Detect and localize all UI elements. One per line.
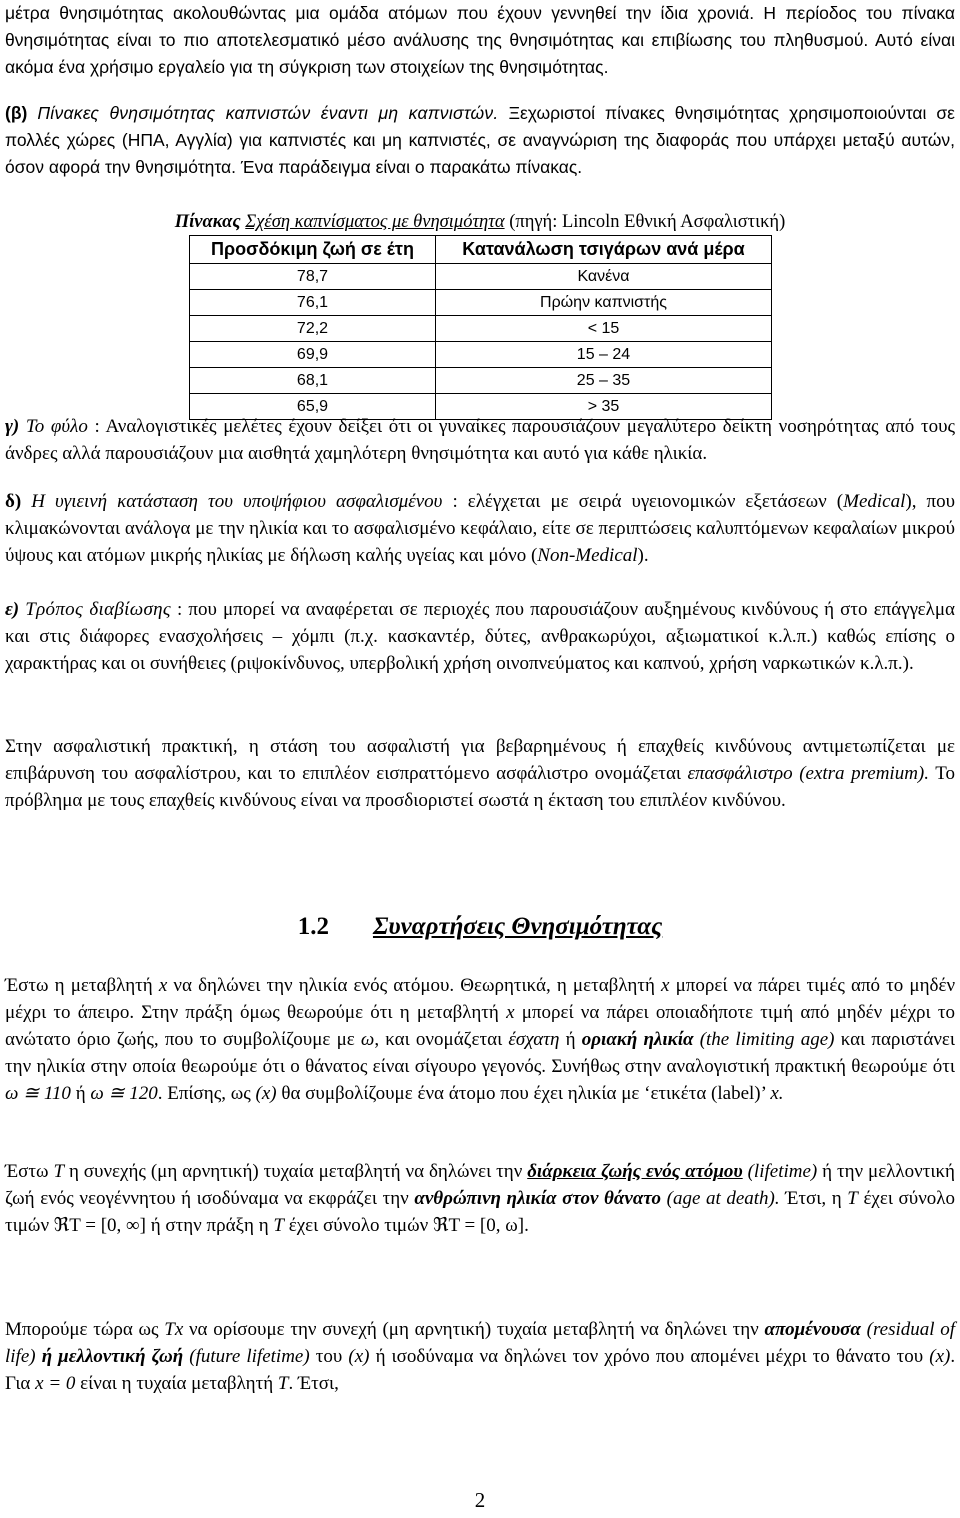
paragraph-lifetime: Έστω T η συνεχής (μη αρνητική) τυχαία μεταβλητή να δηλώνει την διάρκεια ζωής ενός ατόμου (lifetime) ή την μελλοντική ζωή ενός νεογέννητου ή ισοδύναμα να εκφράζει την ανθρώπινη ηλικία στον θάνατο (age at death). Έτσι, η T έχει σύνολο τιμών ℜT = [0, ∞] ή στην πράξη η T έχει σύνολο τιμών ℜT = [0, ω]. <box>5 1161 955 1236</box>
table-row: 65,9 > 35 <box>190 394 772 420</box>
table-header-row <box>190 236 772 264</box>
paragraph-g: γ) Το φύλο : Αναλογιστικές μελέτες έχουν δείξει ότι οι γυναίκες παρουσιάζουν μεγαλύτερο δείκτη νοσηρότητας από τους άνδρες αλλά παρουσιάζουν μια αισθητά χαμηλότερη θνησιμότητα και αυτό για κάθε ηλικία. <box>5 416 956 464</box>
table-row: 76,1 Πρώην καπνιστής <box>190 290 772 316</box>
paragraph-age-variable: Έστω η μεταβλητή x να δηλώνει την ηλικία ενός ατόμου. Θεωρητικά, η μεταβλητή x μπορεί να πάρει τιμές από το μηδέν μέχρι το άπειρο. Στην πράξη όμως θεωρούμε ότι η μεταβλητή x μπορεί να πάρει οποιαδήποτε τιμή από μηδέν μέχρι το ανώτατο όριο ζωής, που το συμβολίζουμε με ω, και ονομάζεται έσχατη ή οριακή ηλικία (the limiting age) και παριστάνει την ηλικία στην οποία θεωρούμε ότι ο θάνατος είναι σίγουρο γεγονός. Συνήθως στην αναλογιστική πρακτική θεωρούμε ότι ω ≅ 110 ή ω ≅ 120. Επίσης, ως (x) θα συμβολίζουμε ένα άτομο που έχει ηλικία με ‘ετικέτα (label)’ x. <box>5 975 956 1104</box>
practice-paragraph: Στην ασφαλιστική πρακτική, η στάση του ασφαλιστή για βεβαρημένους ή επαχθείς κινδύνους αντιμετωπίζεται με επιβάρυνση του ασφαλίστρου, και το επιπλέον εισπραττόμενο ασφάλιστρο ονομάζεται επασφάλιστρο (extra premium). Το πρόβλημα με τους επαχθείς κινδύνους είναι να προσδιοριστεί σωστά η έκταση του επιπλέον κινδύνου. <box>5 736 956 811</box>
paragraph-residual: Μπορούμε τώρα ως Tx να ορίσουμε την συνεχή (μη αρνητική) τυχαία μεταβλητή να δηλώνει την απομένουσα (residual of life) ή μελλοντική ζωή (future lifetime) του (x) ή ισοδύναμα να δηλώνει τον χρόνο που απομένει μέχρι το θάνατο του (x). Για x = 0 είναι η τυχαία μεταβλητή T. Έτσι, <box>5 1319 956 1394</box>
section-number: 1.2 <box>297 913 329 940</box>
mortality-table <box>189 235 772 420</box>
paragraph-b: (β) Πίνακες θνησιμότητας καπνιστών έναντι μη καπνιστών. Ξεχωριστοί πίνακες θνησιμότητας χρησιμοποιούνται σε πολλές χώρες (ΗΠΑ, Αγγλία) για καπνιστές και μη καπνιστές, σε αναγνώριση της διαφοράς που υπάρχει μεταξύ αυτών, όσον αφορά την θνησιμότητα. Ένα παράδειγμα είναι ο παρακάτω πίνακας. <box>5 103 955 177</box>
paragraph-e: ε) Τρόπος διαβίωσης : που μπορεί να αναφέρεται σε περιοχές που παρουσιάζουν αυξημένους κινδύνους ή στο επάγγελμα και στις διάφορες ενασχολήσεις – χόμπι (π.χ. κασκαντέρ, δύτες, ανθρακωρύχοι, αξιωματικοί κ.λ.π.) καθώς επίσης ο χαρακτήρας και οι συνήθειες (ριψοκίνδυνος, υπερβολική χρήση οινοπνεύματος και καπνού, χρήση ναρκωτικών κ.λ.π.). <box>5 599 956 674</box>
paragraph-d: δ) Η υγιεινή κατάσταση του υποψήφιου ασφαλισμένου : ελέγχεται με σειρά υγειονομικών εξετάσεων (Medical), που κλιμακώνονται ανάλογα με την ηλικία και το ασφαλισμένο κεφάλαιο, είτε σε περιπτώσεις καλυπτόμενων κεφαλαίων μικρού ύψους και ατόμων μικρής ηλικίας με δήλωση καλής υγείας και μόνο (Non-Medical). <box>5 491 956 566</box>
table-row: 72,2 < 15 <box>190 316 772 342</box>
intro-paragraph: μέτρα θνησιμότητας ακολουθώντας μια ομάδα ατόμων που έχουν γεννηθεί την ίδια χρονιά. Η περίοδος του πίνακα θνησιμότητας είναι το πιο αποτελεσματικό μέσο ανάλυσης της θνησιμότητας και επιβίωσης του πληθυσμού. Αυτό είναι ακόμα ένα χρήσιμο εργαλείο για τη σύγκριση των στοιχείων της θνησιμότητας. <box>5 3 955 77</box>
header-life-expectancy: Προσδόκιμη ζωή σε έτη <box>190 236 436 264</box>
table-row: 78,7 Κανένα <box>190 264 772 290</box>
section-title: Συναρτήσεις Θνησιμότητας <box>372 913 663 940</box>
table-row: 69,9 15 – 24 <box>190 342 772 368</box>
table-row: 68,1 25 – 35 <box>190 368 772 394</box>
header-cigarettes: Κατανάλωση τσιγάρων ανά μέρα <box>436 236 772 264</box>
page-number: 2 <box>474 1488 486 1512</box>
table-caption: Πίνακας Σχέση καπνίσματος με θνησιμότητα (πηγή: Lincoln Εθνική Ασφαλιστική) <box>174 212 786 232</box>
section-heading <box>0 913 960 941</box>
